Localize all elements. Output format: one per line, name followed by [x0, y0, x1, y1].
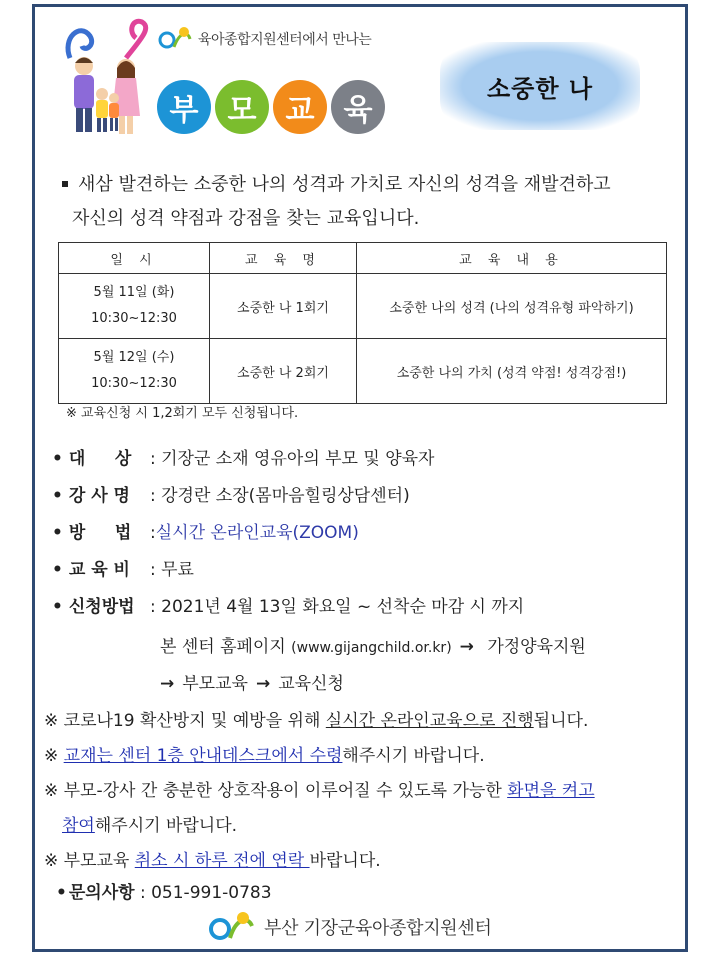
footer-org — [208, 910, 492, 944]
info-apply-line-1: : 2021년 4월 13일 화요일 ~ 선착순 마감 시 까지 — [150, 597, 525, 617]
family-illustration — [60, 18, 152, 140]
info-apply-label: • 신청방법 — [52, 592, 150, 617]
header-content: 교 육 내 용 — [357, 243, 667, 274]
session-badge-label: 소중한 나 — [486, 74, 594, 103]
row-title: 소중한 나 2회기 — [210, 339, 357, 404]
footer-org-name: 부산 기장군육아종합지원센터 — [264, 918, 492, 939]
row-title: 소중한 나 1회기 — [210, 274, 357, 339]
arrow-right-icon: → — [160, 674, 175, 694]
program-title — [157, 80, 385, 134]
table-header-row — [59, 243, 667, 274]
info-fee-value: : 무료 — [150, 560, 194, 580]
arrow-right-icon: → — [255, 674, 271, 694]
info-target-value: : 기장군 소재 영유아의 부모 및 양육자 — [150, 449, 435, 469]
info-method-value: 실시간 온라인교육(ZOOM) — [155, 523, 359, 543]
info-lecturer-label: • 강 사 명 — [52, 481, 150, 506]
header-title: 교 육 명 — [210, 243, 357, 274]
notice-list — [44, 704, 688, 879]
info-apply — [52, 592, 692, 629]
notice-3: ※ 부모-강사 간 충분한 상호작용이 이루어질 수 있도록 가능한 화면을 켜고 — [44, 781, 595, 801]
row-date-cell — [59, 274, 210, 339]
notice-2: ※ 교재는 센터 1층 안내데스크에서 수령해주시기 바랍니다. — [44, 746, 485, 766]
row-content: 소중한 나의 가치 (성격 약점! 성격강점!) — [357, 339, 667, 404]
title-char-2: 모 — [215, 80, 269, 134]
intro-text — [58, 168, 668, 236]
info-lecturer — [52, 481, 692, 518]
info-target-label: • 대 상 — [52, 444, 150, 469]
brand-tagline: 육아종합지원센터에서 만나는 — [198, 32, 372, 48]
contact-phone: : 051-991-0783 — [134, 883, 272, 903]
title-char-1: 부 — [157, 80, 211, 134]
textbook-pickup-link[interactable]: 교재는 센터 1층 안내데스크에서 수령 — [63, 746, 343, 766]
info-list — [52, 444, 692, 703]
title-char-4: 육 — [331, 80, 385, 134]
contact-label: • 문의사항 — [56, 883, 135, 903]
cancel-contact-link[interactable]: 취소 시 하루 전에 연락 — [134, 851, 310, 871]
arrow-right-icon: → — [459, 637, 474, 657]
info-fee — [52, 555, 692, 592]
table-row — [59, 339, 667, 404]
table-note: ※ 교육신청 시 1,2회기 모두 신청됩니다. — [66, 406, 299, 421]
row-time: 10:30~12:30 — [91, 311, 177, 326]
info-apply-line-2: 본 센터 홈페이지 (www.gijangchild.or.kr) → 가정양육지원 — [160, 637, 586, 657]
schedule-table — [58, 242, 667, 404]
info-method-label: • 방 법 — [52, 518, 150, 543]
info-lecturer-value: : 강경란 소장(몸마음힐링상담센터) — [150, 486, 410, 506]
notice-3-cont: 참여해주시기 바랍니다. — [62, 816, 238, 836]
homepage-url: (www.gijangchild.or.kr) — [291, 640, 452, 656]
center-logo-icon — [208, 910, 254, 944]
title-char-3: 교 — [273, 80, 327, 134]
participate-link[interactable]: 참여 — [62, 816, 95, 836]
info-fee-label: • 교 육 비 — [52, 555, 150, 580]
contact-info — [56, 878, 272, 903]
row-time: 10:30~12:30 — [91, 376, 177, 391]
row-date: 5월 11일 (화) — [93, 285, 175, 300]
camera-on-link[interactable]: 화면을 켜고 — [507, 781, 595, 801]
info-target — [52, 444, 692, 481]
intro-line-2: 자신의 성격 약점과 강점을 찾는 교육입니다. — [72, 208, 420, 229]
center-logo-icon — [158, 25, 192, 53]
notice-1: ※ 코로나19 확산방지 및 예방을 위해 실시간 온라인교육으로 진행됩니다. — [44, 711, 589, 731]
notice-4: ※ 부모교육 취소 시 하루 전에 연락 바랍니다. — [44, 851, 381, 871]
header-date: 일 시 — [59, 243, 210, 274]
row-content: 소중한 나의 성격 (나의 성격유형 파악하기) — [357, 274, 667, 339]
intro-line-1: 새삼 발견하는 소중한 나의 성격과 가치로 자신의 성격을 재발견하고 — [58, 168, 668, 202]
row-date: 5월 12일 (수) — [93, 350, 175, 365]
info-method-colon: : — [150, 523, 156, 543]
info-method — [52, 518, 692, 555]
row-date-cell — [59, 339, 210, 404]
table-row — [59, 274, 667, 339]
info-apply-line-3: → 부모교육 → 교육신청 — [160, 674, 344, 694]
session-badge — [440, 42, 640, 130]
square-bullet-icon — [62, 181, 68, 187]
brand-line — [158, 22, 371, 56]
